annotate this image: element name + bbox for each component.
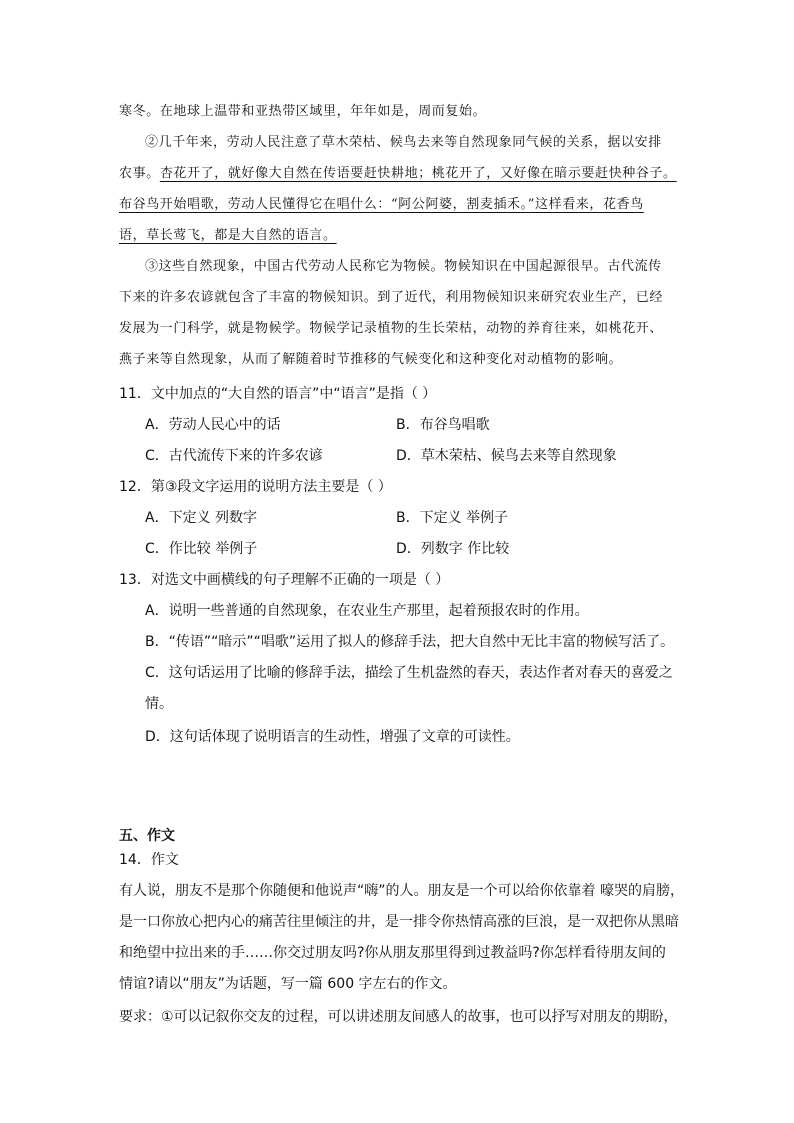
question-13-option-a: A．说明一些普通的自然现象，在农业生产那里，起着预报农时的作用。 [145,603,589,619]
question-11-option-b: B．布谷鸟唱歌 [396,417,490,433]
question-13-option-c-line-1: C．这句话运用了比喻的修辞手法，描绘了生机盎然的春天，表达作者对春天的喜爱之 [145,665,673,681]
question-11-stem: 11．文中加点的“大自然的语言”中“语言”是指（ ） [119,386,437,402]
passage-line-1: 寒冬。在地球上温带和亚热带区域里，年年如是，周而复始。 [119,104,487,119]
passage-line-3 [119,164,677,184]
passage-line-3-head: 农事。 [119,166,160,181]
question-14-title: 14．作文 [119,852,179,868]
essay-prompt-line-2: 是一口你放心把内心的痛苦往里倾注的井，是一排令你热情高涨的巨浪，是一双把你从黑暗 [119,914,679,930]
passage-line-9: 燕子来等自然现象，从而了解随着时节推移的气候变化和这种变化对动植物的影响。 [119,352,623,367]
question-11-option-c: C．古代流传下来的许多农谚 [145,448,323,464]
question-12-option-b: B．下定义 举例子 [396,510,509,526]
passage-line-8: 发展为一门科学，就是物候学。物候学记录植物的生长荣枯，动物的养育往来，如桃花开、 [119,321,664,336]
passage-line-5: 语，草长莺飞，都是大自然的语言。 [119,228,337,243]
passage-line-4: 布谷鸟开始唱歌，劳动人民懂得它在唱什么：“阿公阿婆，割麦插禾。”这样看来，花香鸟 [119,197,644,212]
question-12-option-a: A．下定义 列数字 [145,510,258,526]
question-12-stem: 12．第③段文字运用的说明方法主要是（ ） [119,479,392,495]
passage-line-6: ③这些自然现象，中国古代劳动人民称它为物候。物候知识在中国起源很早。古代流传 [145,259,662,274]
passage-line-2: ②几千年来，劳动人民注意了草木荣枯、候鸟去来等自然现象同气候的关系，据以安排 [145,135,662,150]
question-12-option-d: D．列数字 作比较 [396,541,510,557]
passage-line-7: 下来的许多农谚就包含了丰富的物候知识。到了近代，利用物候知识来研究农业生产，已经 [119,290,664,305]
question-11-option-d: D．草木荣枯、候鸟去来等自然现象 [396,448,617,464]
underlined-sentence: 杏花开了，就好像大自然在传语要赶快耕地；桃花开了，又好像在暗示要赶快种谷子。 [159,166,677,181]
question-12-option-c: C．作比较 举例子 [145,541,258,557]
essay-requirements-line: 要求：①可以记叙你交友的过程，可以讲述朋友间感人的故事，也可以抒写对朋友的期盼， [119,1009,678,1025]
section-title-essay: 五、作文 [119,828,175,844]
question-13-option-b: B．“传语”“暗示”“唱歌”运用了拟人的修辞手法，把大自然中无比丰富的物候写活了。 [145,634,675,650]
essay-prompt-line-1: 有人说，朋友不是那个你随便和他说声“嗨”的人。朋友是一个可以给你依靠着 嚎哭的肩膀， [119,883,684,899]
question-11-option-a: A．劳动人民心中的话 [145,417,281,433]
question-13-option-c-line-2: 情。 [145,696,173,712]
essay-prompt-line-3: 和绝望中拉出来的手……你交过朋友吗?你从朋友那里得到过教益吗?你怎样看待朋友间的 [119,945,666,961]
question-13-option-d: D．这句话体现了说明语言的生动性，增强了文章的可读性。 [145,729,520,745]
essay-prompt-line-4: 情谊?请以“朋友”为话题，写一篇 600 字左右的作文。 [119,976,457,992]
question-13-stem: 13．对选文中画横线的句子理解不正确的一项是（ ） [119,572,450,588]
